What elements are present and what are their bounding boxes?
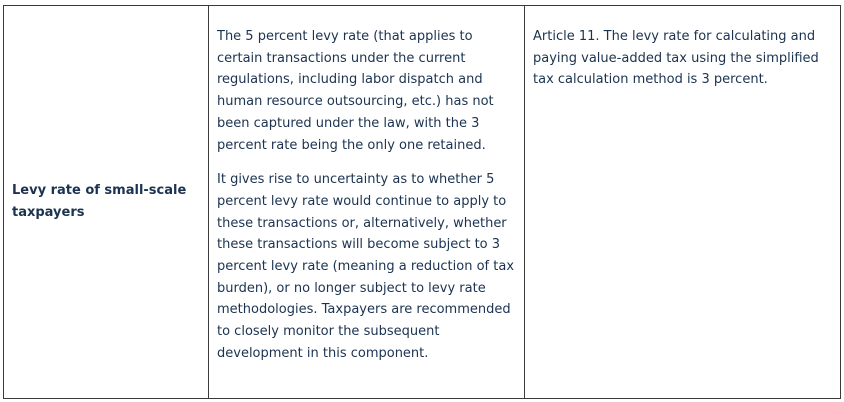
analysis-cell <box>208 6 524 398</box>
comparison-table <box>3 5 841 399</box>
topic-cell <box>4 6 208 398</box>
analysis-paragraph-1: The 5 percent levy rate (that applies to certain transactions under the current regulations, including labor dispatch and human resource outsourcing, etc.) has not been captured under the law, with the 3 percent rate being the only one retained. <box>217 29 494 153</box>
topic-label: Levy rate of small-scale taxpayers <box>12 183 187 220</box>
analysis-paragraph-2: It gives rise to uncertainty as to whether 5 percent levy rate would continue to apply to these transactions or, alternatively, whether these transactions will become subject to 3 percent levy rate (meaning a reduction of tax burden), or no longer subject to levy rate methodologies. Taxpayers are recommended to closely monitor the subsequent development in this component. <box>217 172 515 361</box>
law-article-text: Article 11. The levy rate for calculating and paying value-added tax using the simplified tax calculation method is 3 percent. <box>533 29 819 88</box>
law-text-cell <box>524 6 840 398</box>
